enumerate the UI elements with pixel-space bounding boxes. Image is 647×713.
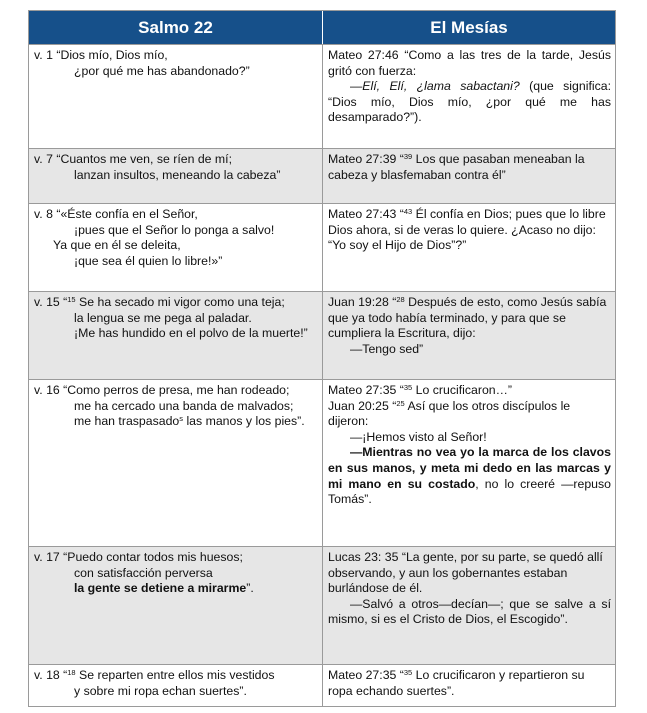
psalm-text: las manos y los pies”. <box>186 414 305 429</box>
gospel-text: “La gente, por su parte, se quedó allí observando, y aun los gobernantes estaban burlándose de él. <box>328 550 603 596</box>
psalm-text: “Cuantos me ven, se ríen de mí; <box>56 152 232 166</box>
comparison-table <box>28 10 616 707</box>
verse-sup: 35 <box>403 668 413 677</box>
verse-number: v. 7 <box>34 152 53 166</box>
verse-sup: 28 <box>396 295 405 304</box>
gospel-ref: Mateo 27:35 <box>328 668 397 682</box>
psalm-line <box>34 152 318 168</box>
verse-sup: 18 <box>67 668 76 677</box>
psalm-line: y sobre mi ropa echan suertes”. <box>74 683 247 698</box>
gospel-ref: Mateo 27:43 <box>328 207 397 221</box>
gospel-cell <box>323 45 615 148</box>
verse-number: v. 16 <box>34 383 60 397</box>
verse-number: v. 18 <box>34 668 60 682</box>
gospel-line: —¡Hemos visto al Señor! <box>350 429 487 444</box>
gospel-ref: Juan 19:28 <box>328 295 389 309</box>
psalm-line: con satisfacción perversa <box>74 565 213 580</box>
gospel-cell <box>323 380 615 546</box>
psalm-text: me han traspasado <box>74 414 180 429</box>
gospel-ref: Lucas 23: 35 <box>328 550 399 564</box>
psalm-line: v. 15 “$^{15}$ Se ha secado mi vigor como una teja; <box>34 295 285 309</box>
verse-sup: 25 <box>396 398 405 408</box>
header-messiah: El Mesías <box>430 17 508 37</box>
gospel-ref: Mateo 27:46 <box>328 48 399 62</box>
psalm-cell <box>29 665 323 706</box>
gospel-bold: —Mientras no vea yo la marca de los clavos en sus manos, y meta mi dedo en las marcas y mi mano en su costado <box>328 445 611 491</box>
psalm-text: Se reparten entre ellos mis vestidos <box>79 668 275 682</box>
table-row <box>29 664 615 706</box>
gospel-line: —Salvó a otros—decían—; que se salve a sí mismo, si es el Cristo de Dios, el Escogido”. <box>328 596 611 627</box>
psalm-text: Se ha secado mi vigor como una teja; <box>79 295 285 309</box>
gospel-text: Lo crucificaron…” <box>415 383 513 397</box>
gospel-text: , no lo creeré —repuso Tomás”. <box>328 476 611 507</box>
psalm-line: me ha cercado una banda de malvados; <box>74 398 294 413</box>
gospel-text: Así que los otros discípulos le dijeron: <box>328 398 571 429</box>
gospel-line: Mateo 27:35 “$^{35}$ Lo crucificaron…” <box>328 383 513 397</box>
psalm-line: v. 18 “$^{18}$ Se reparten entre ellos mis vestidos <box>34 668 275 682</box>
gospel-text: Los que pasaban meneaban la cabeza y blasfemaban contra él” <box>328 152 585 182</box>
psalm-line <box>34 383 318 399</box>
psalm-line: Ya que en él se deleita, <box>53 238 181 253</box>
verse-number: v. 17 <box>34 550 60 564</box>
gospel-line <box>328 445 611 507</box>
gospel-text: “Como a las tres de la tarde, Jesús gritó con fuerza: <box>328 48 612 78</box>
psalm-line: ¡pues que el Señor lo ponga a salvo! <box>74 222 275 237</box>
psalm-text: “«Éste confía en el Señor, <box>56 207 198 221</box>
verse-sup: 15 <box>67 295 76 304</box>
gospel-text: Lo crucificaron y repartieron su ropa echando suertes”. <box>328 668 585 698</box>
psalm-line <box>34 48 318 64</box>
table-header <box>29 11 615 44</box>
psalm-line: lanzan insultos, meneando la cabeza” <box>74 167 281 182</box>
header-psalm: Salmo 22 <box>29 11 323 44</box>
psalm-line: ¡Me has hundido en el polvo de la muerte!” <box>74 326 308 341</box>
verse-number: v. 15 <box>34 295 60 309</box>
footnote-sup: s <box>179 414 184 424</box>
psalm-cell <box>29 380 323 546</box>
table-row <box>29 148 615 203</box>
psalm-text: ”. <box>246 581 254 596</box>
gospel-text: Él confía en Dios; pues que lo libre Dios ahora, si de veras lo quiere. ¿Acaso no dijo: “Yo soy el Hijo de Dios”?” <box>328 207 606 253</box>
gospel-cell: Mateo 27:43 “$^{43}$ Él confía en Dios; pues que lo libre Dios ahora, si de veras lo quiere. ¿Acaso no dijo: “Yo soy el Hijo de Dios”?” <box>328 207 606 253</box>
table-row <box>29 379 615 546</box>
verse-number: v. 8 <box>34 207 53 221</box>
gospel-ref: Juan 20:25 <box>328 398 389 413</box>
table-row <box>29 291 615 379</box>
psalm-line: la lengua se me pega al paladar. <box>74 310 252 325</box>
gospel-ref: Mateo 27:39 <box>328 152 397 166</box>
psalm-line: ¡que sea él quien lo libre!»” <box>74 253 223 268</box>
verse-sup: 43 <box>403 207 413 216</box>
gospel-text: (que significa: “Dios mío, Dios mío, ¿por qué me has desamparado?”). <box>328 79 612 125</box>
gospel-italic: Elí, Elí, ¿lama sabactani? <box>362 79 520 94</box>
psalm-cell <box>29 292 323 379</box>
psalm-line <box>34 550 318 566</box>
table-row <box>29 44 615 148</box>
psalm-cell <box>29 204 323 291</box>
verse-number: v. 1 <box>34 48 53 62</box>
gospel-line <box>328 79 611 124</box>
psalm-cell <box>29 547 323 664</box>
gospel-cell <box>323 547 615 664</box>
psalm-line: ¿por qué me has abandonado?” <box>74 63 250 78</box>
psalm-text: “Dios mío, Dios mío, <box>56 48 168 62</box>
gospel-cell: Juan 19:28 “$^{28}$ Después de esto, como Jesús sabía que ya todo había terminado, y para que se cumpliera la Escritura, dijo: —Tengo sed” <box>323 292 615 379</box>
psalm-line <box>34 207 318 223</box>
gospel-ref: Mateo 27:35 <box>328 383 397 397</box>
gospel-line: —Tengo sed” <box>350 341 424 356</box>
psalm-cell <box>29 45 323 148</box>
psalm-line <box>34 581 318 597</box>
gospel-line: Juan 20:25 “$^{25}$ Así que los otros discípulos le dijeron: <box>328 398 571 429</box>
gospel-text: Después de esto, como Jesús sabía que ya todo había terminado, y para que se cumpliera la Escritura, dijo: <box>328 295 607 341</box>
psalm-line <box>34 414 318 430</box>
gospel-cell: Mateo 27:39 “$^{39}$ Los que pasaban meneaban la cabeza y blasfemaban contra él” <box>328 152 585 182</box>
verse-sup: 39 <box>403 152 413 161</box>
psalm-text: “Puedo contar todos mis huesos; <box>63 550 243 564</box>
verse-sup: 35 <box>403 383 413 392</box>
table-row <box>29 546 615 664</box>
psalm-bold: la gente se detiene a mirarme <box>74 581 247 596</box>
gospel-cell: Mateo 27:35 “$^{35}$ Lo crucificaron y repartieron su ropa echando suertes”. <box>328 668 585 698</box>
psalm-text: “Como perros de presa, me han rodeado; <box>63 383 290 397</box>
dash: — <box>350 79 363 94</box>
psalm-cell <box>29 149 323 203</box>
table-row <box>29 203 615 291</box>
